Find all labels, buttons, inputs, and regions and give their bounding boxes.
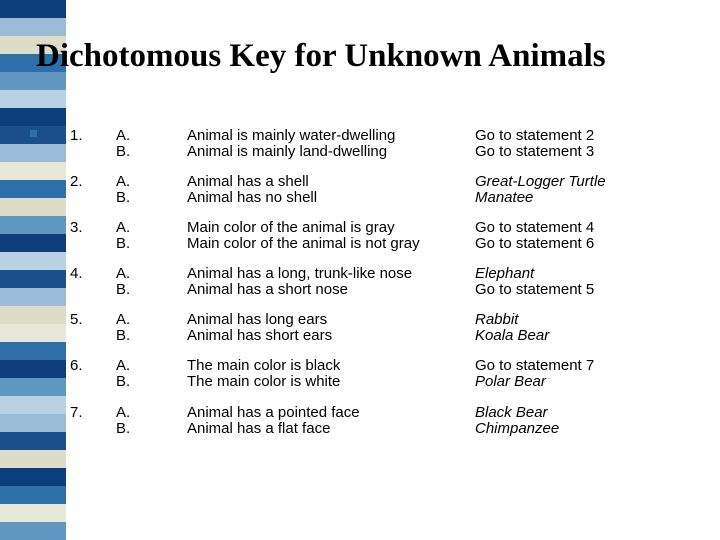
key-row [0,405,720,439]
choice-descriptions: The main color is black The main color is white [187,357,341,390]
choice-descriptions: Animal has long ears Animal has short ears [187,311,333,344]
choice-results: Great-Logger Turtle Manatee [475,173,606,206]
statement-number: 7. [70,404,83,421]
choice-results: Rabbit Koala Bear [475,311,550,344]
statement-number: 1. [70,127,83,144]
choice-letters: A. B. [116,265,131,298]
key-row [0,174,720,208]
stripe-square [0,90,66,108]
choice-descriptions: Animal has a long, trunk-like nose Animal has a short nose [187,265,413,298]
choice-letters: A. B. [116,219,131,252]
choice-results: Go to statement 2 Go to statement 3 [475,127,595,160]
stripe-square [0,486,66,504]
stripe-square [0,450,66,468]
key-row [0,220,720,254]
choice-letters: A. B. [116,127,131,160]
statement-number: 2. [70,173,83,190]
key-row [0,358,720,392]
choice-results: Go to statement 4 Go to statement 6 [475,219,595,252]
choice-results: Elephant Go to statement 5 [475,265,595,298]
statement-number: 3. [70,219,83,236]
stripe-square [0,0,66,18]
page-title: Dichotomous Key for Unknown Animals [36,38,606,74]
choice-letters: A. B. [116,404,131,437]
key-row [0,312,720,346]
choice-descriptions: Animal has a pointed face Animal has a flat face [187,404,360,437]
key-row [0,266,720,300]
choice-descriptions: Animal is mainly water-dwelling Animal is mainly land-dwelling [187,127,396,160]
statement-number: 5. [70,311,83,328]
choice-descriptions: Main color of the animal is gray Main color of the animal is not gray [187,219,420,252]
choice-letters: A. B. [116,173,131,206]
stripe-square [0,522,66,540]
choice-letters: A. B. [116,357,131,390]
choice-descriptions: Animal has a shell Animal has no shell [187,173,318,206]
choice-results: Go to statement 7 Polar Bear [475,357,595,390]
stripe-square [0,504,66,522]
stripe-square [0,18,66,36]
statement-number: 4. [70,265,83,282]
choice-letters: A. B. [116,311,131,344]
choice-results: Black Bear Chimpanzee [475,404,560,437]
key-row [0,128,720,162]
stripe-square [0,108,66,126]
statement-number: 6. [70,357,83,374]
stripe-square [0,468,66,486]
